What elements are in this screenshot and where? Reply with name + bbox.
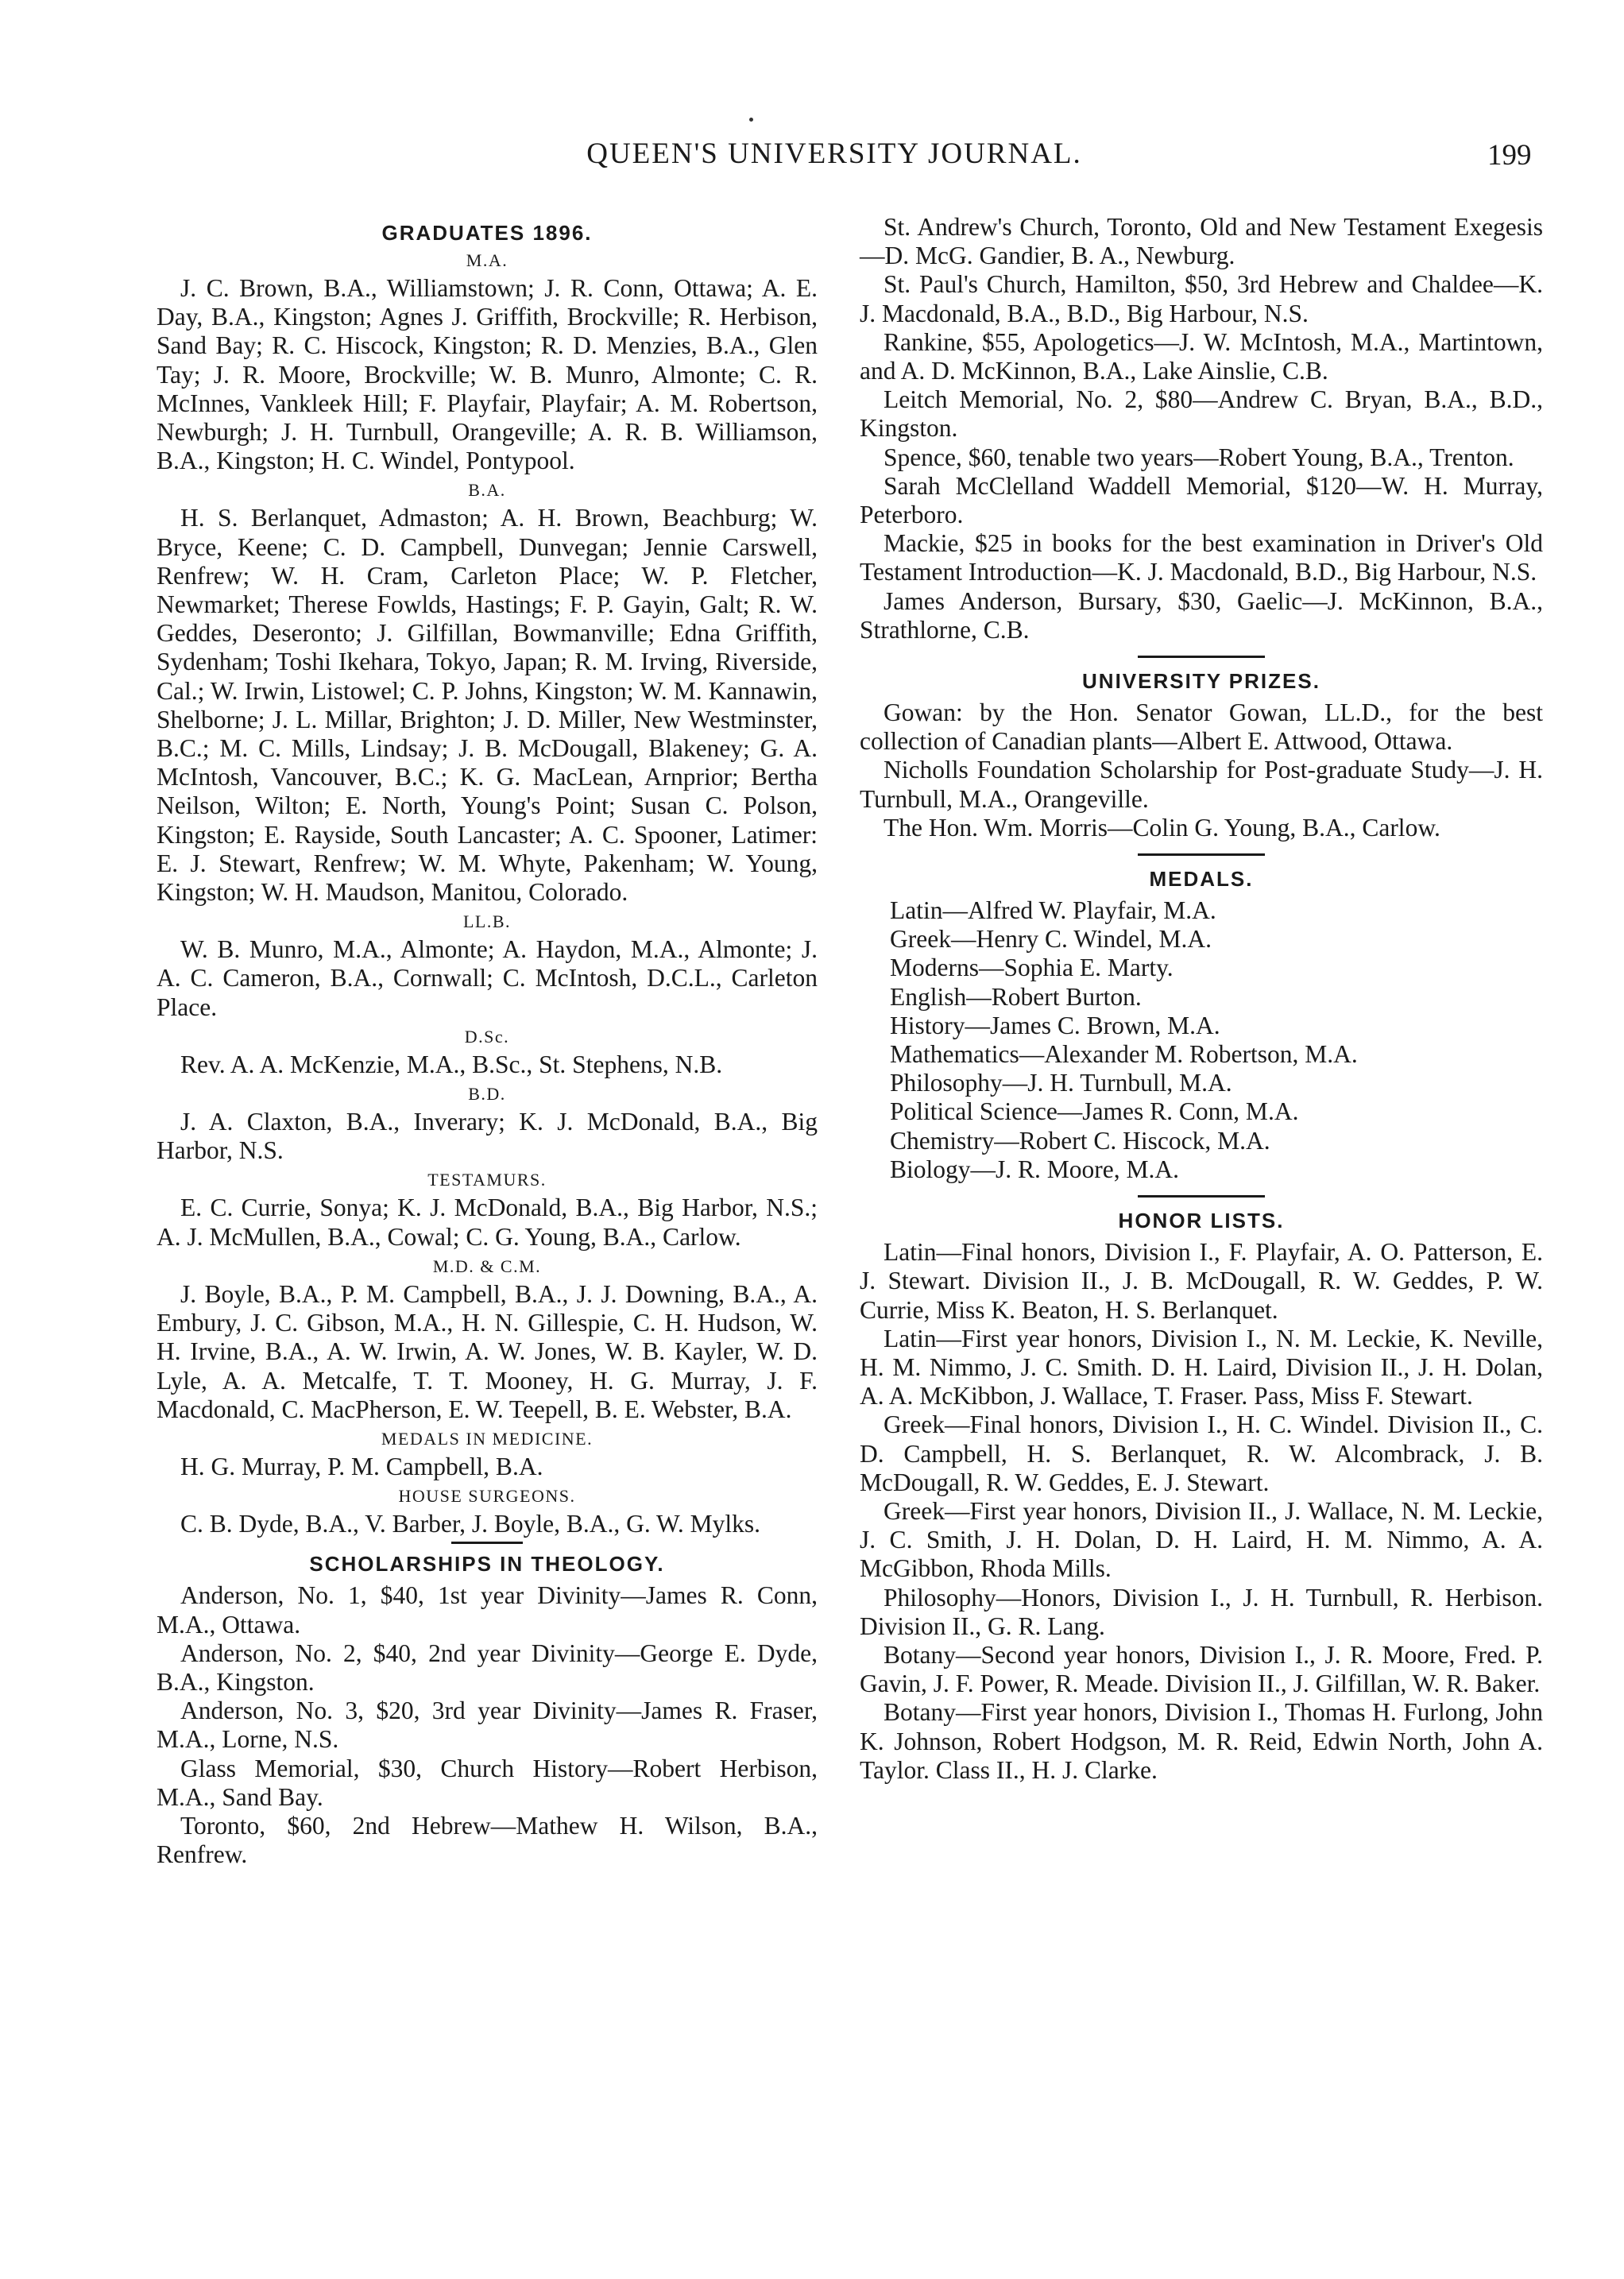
section-rule	[451, 1542, 523, 1544]
house-surgeons-list: C. B. Dyde, B.A., V. Barber, J. Boyle, B.A., G. W. Mylks.	[180, 1510, 760, 1538]
honor-entry: Latin—First year honors, Division I., N. M. Leckie, K. Neville, H. M. Nimmo, J. C. Smith. D. H. Laird, Division II., J. H. Dolan, A. A. McKibbon, J. Wallace, T. Fraser. Pass, Miss F. Stewart.	[860, 1324, 1543, 1410]
scholarship-entry: Glass Memorial, $30, Church History—Robert Herbison, M.A., Sand Bay.	[157, 1754, 818, 1811]
scholarship-entry: St. Paul's Church, Hamilton, $50, 3rd Hebrew and Chaldee—K. J. Macdonald, B.A., B.D., Big Harbour, N.S.	[860, 270, 1543, 327]
scholarship-entry: Sarah McClelland Waddell Memorial, $120—W. H. Murray, Peterboro.	[860, 471, 1543, 529]
scholarship-entry: Mackie, $25 in books for the best examination in Driver's Old Testament Introduction—K. J. Macdonald, B.D., Big Harbour, N.S.	[860, 529, 1543, 586]
testamurs-label: TESTAMURS.	[427, 1170, 547, 1190]
medals-medicine-label: MEDALS IN MEDICINE.	[381, 1428, 594, 1449]
dsc-list: Rev. A. A. McKenzie, M.A., B.Sc., St. Stephens, N.B.	[180, 1050, 723, 1078]
prizes-heading: UNIVERSITY PRIZES.	[1082, 669, 1320, 694]
page-number: 199	[1487, 139, 1532, 172]
llb-label: LL.B.	[462, 911, 512, 932]
medals-medicine-list: H. G. Murray, P. M. Campbell, B.A.	[180, 1452, 543, 1480]
ma-label: M.A.	[466, 250, 508, 270]
prize-entry: The Hon. Wm. Morris—Colin G. Young, B.A., Carlow.	[884, 813, 1440, 842]
running-head: QUEEN'S UNIVERSITY JOURNAL.	[586, 137, 1082, 170]
scholarships-heading: SCHOLARSHIPS IN THEOLOGY.	[309, 1552, 665, 1577]
medals-heading: MEDALS.	[1149, 867, 1254, 892]
scholarship-entry: Anderson, No. 2, $40, 2nd year Divinity—George E. Dyde, B.A., Kingston.	[157, 1639, 818, 1696]
honor-entry: Philosophy—Honors, Division I., J. H. Turnbull, R. Herbison. Division II., G. R. Lang.	[860, 1583, 1543, 1640]
scholarship-entry: James Anderson, Bursary, $30, Gaelic—J. McKinnon, B.A., Strathlorne, C.B.	[860, 586, 1543, 644]
section-rule	[1138, 853, 1265, 856]
honor-entry: Botany—Second year honors, Division I., J. R. Moore, Fred. P. Gavin, J. F. Power, R. Meade. Division II., J. Gilfillan, W. R. Baker.	[860, 1640, 1543, 1698]
house-surgeons-label: HOUSE SURGEONS.	[398, 1486, 576, 1507]
medal-entry: Mathematics—Alexander M. Robertson, M.A.	[890, 1040, 1358, 1069]
left-column	[157, 213, 818, 1869]
prize-entry: Gowan: by the Hon. Senator Gowan, LL.D., for the best collection of Canadian plants—Albert E. Attwood, Ottawa.	[860, 698, 1543, 756]
scholarship-entry: Rankine, $55, Apologetics—J. W. McIntosh, M.A., Martintown, and A. D. McKinnon, B.A., Lake Ainslie, C.B.	[860, 327, 1543, 385]
bd-list: J. A. Claxton, B.A., Inverary; K. J. McDonald, B.A., Big Harbor, N.S.	[157, 1108, 818, 1165]
ma-list: J. C. Brown, B.A., Williamstown; J. R. Conn, Ottawa; A. E. Day, B.A., Kingston; Agnes J. Griffith, Brockville; R. Herbison, Sand Bay; R. C. Hiscock, Kingston; R. D. Menzies, B.A., Glen Tay; J. R. Moore, Brockville; W. B. Munro, Almonte; C. R. McInnes, Vankleek Hill; F. Playfair, Playfair; A. M. Robertson, Newburgh; J. H. Turnbull, Orangeville; A. R. B. Williamson, B.A., Kingston; H. C. Windel, Pontypool.	[157, 274, 818, 475]
ba-list: H. S. Berlanquet, Admaston; A. H. Brown, Beachburg; W. Bryce, Keene; C. D. Campbell, Dunvegan; Jennie Carswell, Renfrew; W. H. Cram, Carleton Place; W. P. Fletcher, Newmarket; Therese Fowlds, Hastings; F. P. Gayin, Galt; R. W. Geddes, Deseronto; J. Gilfillan, Bowmanville; Edna Griffith, Sydenham; Toshi Ikehara, Tokyo, Japan; R. M. Irving, Riverside, Cal.; W. Irwin, Listowel; C. P. Johns, Kingston; W. M. Kannawin, Shelborne; J. L. Millar, Brighton; J. D. Miller, New Westminster, B.C.; M. C. Mills, Lindsay; J. B. McDougall, Blakeney; G. A. McIntosh, Vancouver, B.C.; K. G. MacLean, Arnprior; Bertha Neilson, Wilton; E. North, Young's Point; Susan C. Polson, Kingston; E. Rayside, South Lancaster; A. C. Spooner, Latimer: E. J. Stewart, Renfrew; W. M. Whyte, Pakenham; W. Young, Kingston; W. H. Maudson, Manitou, Colorado.	[157, 504, 818, 907]
graduates-heading: GRADUATES 1896.	[381, 221, 593, 245]
honor-entry: Botany—First year honors, Division I., Thomas H. Furlong, John K. Johnson, Robert Hodgson, M. R. Reid, Edwin North, John A. Taylor. Class II., H. J. Clarke.	[860, 1698, 1543, 1784]
testamurs-list: E. C. Currie, Sonya; K. J. McDonald, B.A., Big Harbor, N.S.; A. J. McMullen, B.A., Cowal; C. G. Young, B.A., Carlow.	[157, 1194, 818, 1251]
medal-entry: English—Robert Burton.	[890, 982, 1142, 1011]
medal-entry: Moderns—Sophia E. Marty.	[890, 954, 1174, 982]
md-label: M.D. & C.M.	[432, 1256, 542, 1276]
medal-entry: Greek—Henry C. Windel, M.A.	[890, 925, 1212, 954]
scholarship-entry: Spence, $60, tenable two years—Robert Young, B.A., Trenton.	[884, 443, 1514, 471]
ba-label: B.A.	[468, 480, 506, 501]
prize-entry: Nicholls Foundation Scholarship for Post-graduate Study—J. H. Turnbull, M.A., Orangeville.	[860, 756, 1543, 813]
scholarship-entry: Leitch Memorial, No. 2, $80—Andrew C. Bryan, B.A., B.D., Kingston.	[860, 385, 1543, 443]
medal-entry: Biology—J. R. Moore, M.A.	[890, 1155, 1180, 1183]
medal-entry: Latin—Alfred W. Playfair, M.A.	[890, 896, 1216, 925]
scholarship-entry: Toronto, $60, 2nd Hebrew—Mathew H. Wilson, B.A., Renfrew.	[157, 1811, 818, 1869]
medal-entry: Chemistry—Robert C. Hiscock, M.A.	[890, 1126, 1270, 1155]
medal-entry: History—James C. Brown, M.A.	[890, 1011, 1220, 1039]
medal-entry: Political Science—James R. Conn, M.A.	[890, 1097, 1299, 1126]
dsc-label: D.Sc.	[464, 1026, 510, 1047]
llb-list: W. B. Munro, M.A., Almonte; A. Haydon, M.A., Almonte; J. A. C. Cameron, B.A., Cornwall; C. McIntosh, D.C.L., Carleton Place.	[157, 935, 818, 1021]
honor-entry: Latin—Final honors, Division I., F. Playfair, A. O. Patterson, E. J. Stewart. Division II., J. B. McDougall, R. W. Geddes, P. W. Currie, Miss K. Beaton, H. S. Berlanquet.	[860, 1238, 1543, 1324]
honor-entry: Greek—First year honors, Division II., J. Wallace, N. M. Leckie, J. C. Smith, J. H. Dolan, D. H. Laird, H. M. Nimmo, A. A. McGibbon, Rhoda Mills.	[860, 1496, 1543, 1583]
page-speck	[749, 118, 753, 122]
honor-entry: Greek—Final honors, Division I., H. C. Windel. Division II., C. D. Campbell, H. S. Berlanquet, R. W. Alcombrack, J. B. McDougall, R. W. Geddes, E. J. Stewart.	[860, 1410, 1543, 1496]
scholarship-entry: Anderson, No. 1, $40, 1st year Divinity—James R. Conn, M.A., Ottawa.	[157, 1581, 818, 1639]
medal-entry: Philosophy—J. H. Turnbull, M.A.	[890, 1069, 1232, 1097]
md-list: J. Boyle, B.A., P. M. Campbell, B.A., J. J. Downing, B.A., A. Embury, J. C. Gibson, M.A., H. N. Gillespie, C. H. Hudson, W. H. Irvine, B.A., A. W. Irwin, A. W. Jones, W. B. Kayler, W. D. Lyle, A. A. Metcalfe, T. T. Mooney, H. G. Murray, J. F. Macdonald, C. MacPherson, E. W. Teepell, B. E. Webster, B.A.	[157, 1279, 818, 1423]
scholarship-entry: St. Andrew's Church, Toronto, Old and New Testament Exegesis—D. McG. Gandier, B. A., Newburg.	[860, 213, 1543, 270]
right-column	[860, 213, 1543, 1785]
section-rule	[1138, 1195, 1265, 1198]
bd-label: B.D.	[468, 1084, 506, 1105]
medals-list	[890, 896, 1543, 1184]
honor-lists-heading: HONOR LISTS.	[1118, 1209, 1285, 1233]
section-rule	[1138, 656, 1265, 658]
scholarship-entry: Anderson, No. 3, $20, 3rd year Divinity—James R. Fraser, M.A., Lorne, N.S.	[157, 1697, 818, 1754]
